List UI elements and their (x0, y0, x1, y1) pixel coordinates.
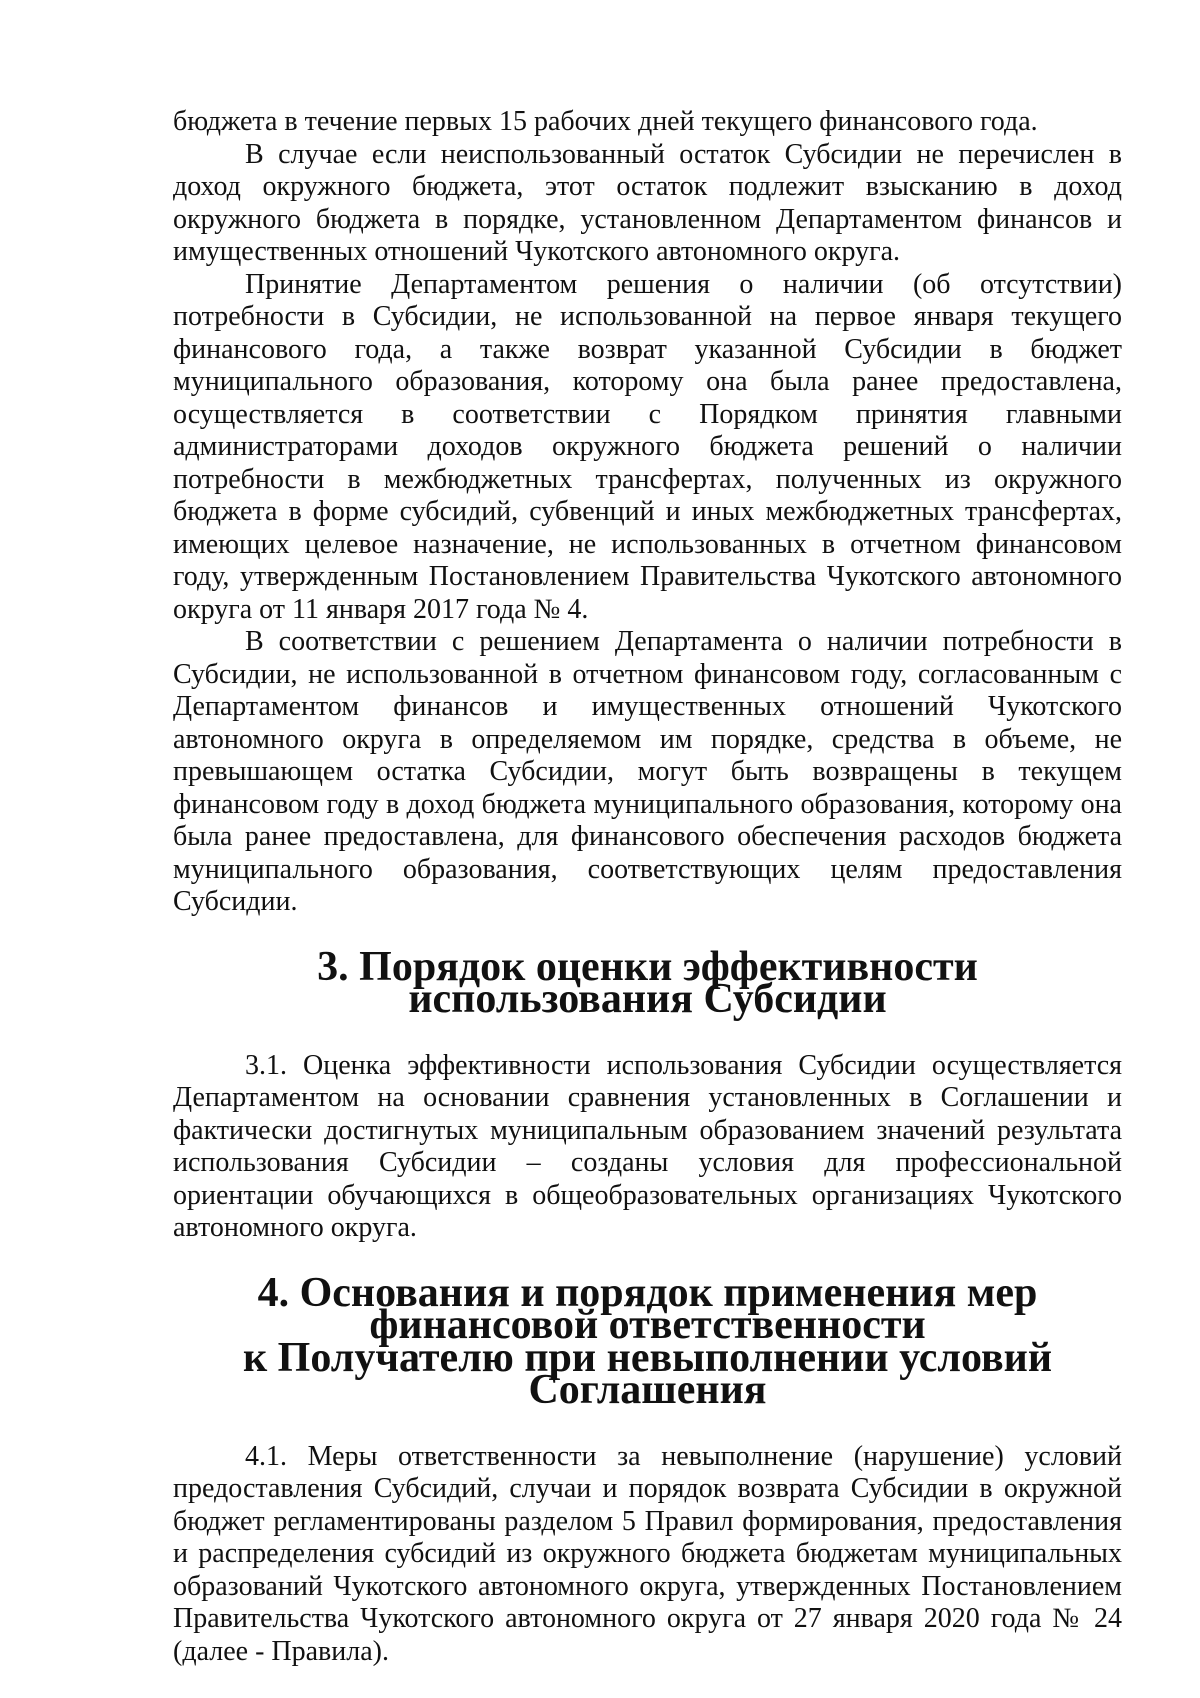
paragraph-continuation: бюджета в течение первых 15 рабочих дней текущего финансового года. (173, 106, 1038, 137)
section-4-paragraph-1: 4.1. Меры ответственности за невыполнение (нарушение) условий предоставления Субсидий, случаи и порядок возврата Субсидии в окружной бюджет регламентированы разделом 5 Правил формирования, предоставления и распределения субсидий из окружного бюджета бюджетам муниципальных образований Чукотского автономного округа, утвержденных Постановлением Правительства Чукотского автономного округа от 27 января 2020 года № 24 (далее - Правила). (173, 1440, 1122, 1667)
section-4-heading-line-1: 4. Основания и порядок применения мер финансовой ответственности (257, 1269, 1038, 1348)
document-page (173, 106, 1122, 1668)
section-4-heading-line-2: к Получателю при невыполнении условий Соглашения (242, 1334, 1053, 1413)
paragraph-decision-procedure: Принятие Департаментом решения о наличии (об отсутствии) потребности в Субсидии, не использованной на первое января текущего финансового года, а также возврат указанной Субсидии в бюджет муниципального образования, которому она была ранее предоставлена, осуществляется в соответствии с Порядком принятия главными администраторами доходов окружного бюджета решений о наличии потребности в межбюджетных трансфертах, полученных из окружного бюджета в форме субсидий, субвенций и иных межбюджетных трансфертах, имеющих целевое назначение, не использованных в отчетном финансовом году, утвержденным Постановлением Правительства Чукотского автономного округа от 11 января 2017 года № 4. (173, 268, 1122, 625)
paragraph-return-funds: В соответствии с решением Департамента о наличии потребности в Субсидии, не использованной в отчетном финансовом году, согласованным с Департаментом финансов и имущественных отношений Чукотского автономного округа в определяемом им порядке, средства в объеме, не превышающем остатка Субсидии, могут быть возвращены в текущем финансовом году в доход бюджета муниципального образования, которому она была ранее предоставлена, для финансового обеспечения расходов бюджета муниципального образования, соответствующих целям предоставления Субсидии. (173, 626, 1122, 917)
paragraph-unused-balance: В случае если неиспользованный остаток Субсидии не перечислен в доход окружного бюджета, этот остаток подлежит взысканию в доход окружного бюджета в порядке, установленном Департаментом финансов и имущественных отношений Чукотского автономного округа. (173, 138, 1122, 267)
section-3-heading: 3. Порядок оценки эффективности использования Субсидии (317, 943, 978, 1022)
section-4-heading (173, 1269, 1122, 1413)
section-3-paragraph-1: 3.1. Оценка эффективности использования Субсидии осуществляется Департаментом на основании сравнения установленных в Соглашении и фактически достигнутых муниципальным образованием значений результата использования Субсидии – созданы условия для профессиональной ориентации обучающихся в общеобразовательных организациях Чукотского автономного округа. (173, 1049, 1122, 1243)
